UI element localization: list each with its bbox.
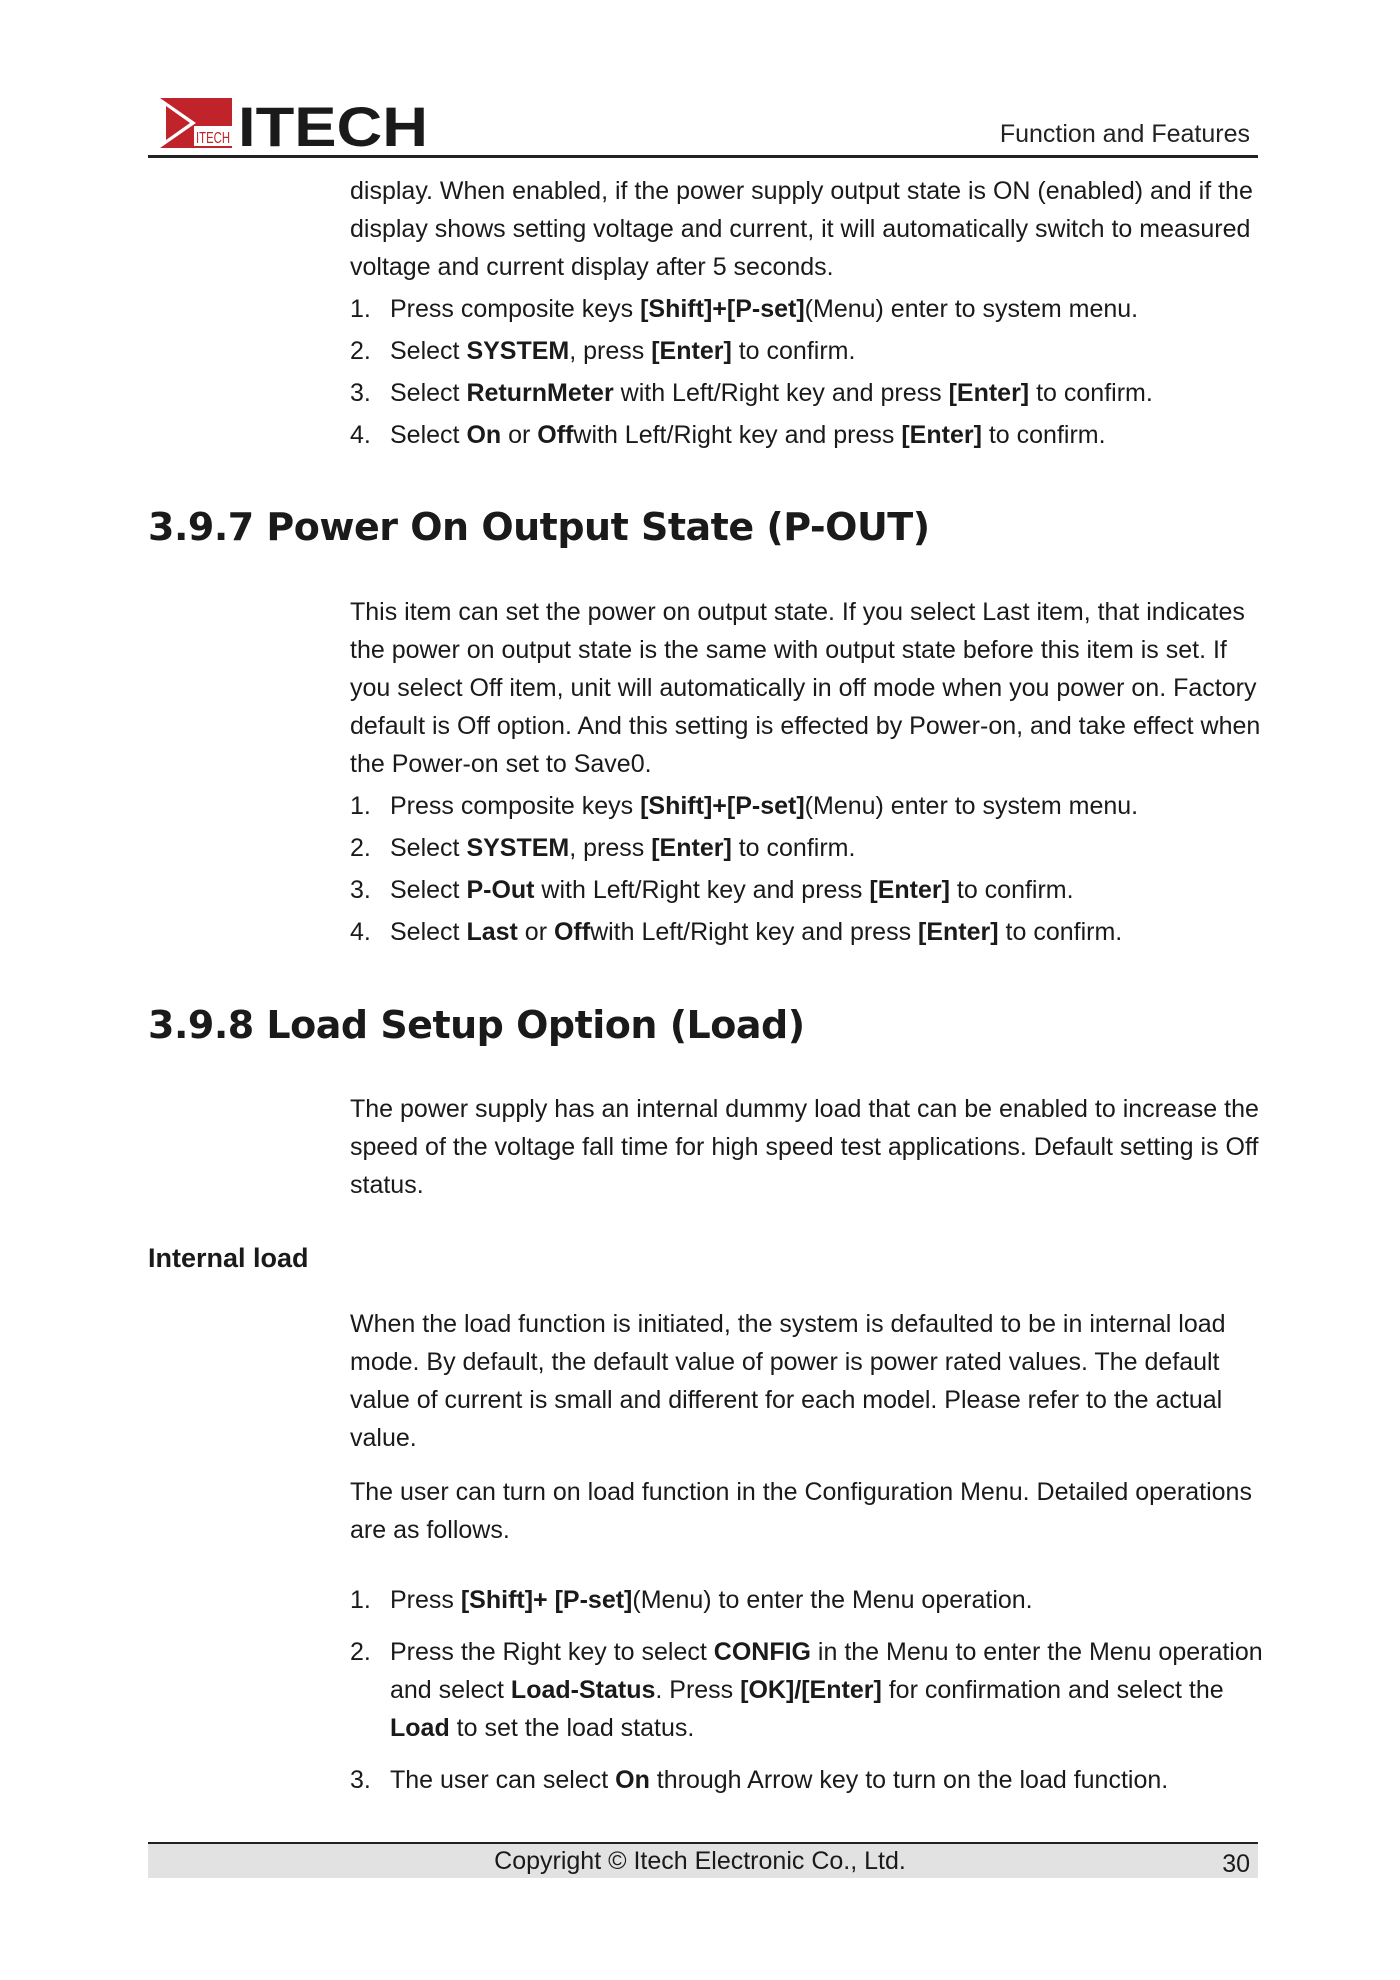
- header-divider: [148, 155, 1258, 158]
- logo-text: ITECH: [238, 96, 428, 150]
- return-meter-steps: [350, 290, 1265, 454]
- list-item: 4. Select On or Offwith Left/Right key and press [Enter] to confirm.: [350, 421, 1106, 449]
- configuration-paragraph: The user can turn on load function in the Configuration Menu. Detailed operations are as follows.: [350, 1478, 1252, 1544]
- intro-paragraph: display. When enabled, if the power supply output state is ON (enabled) and if the display shows setting voltage and current, it will automatically switch to measured voltage and current display after 5 seconds.: [350, 177, 1253, 281]
- logo-small-text: ITECH: [196, 130, 230, 147]
- subheading-internal-load: Internal load: [148, 1243, 309, 1273]
- list-item: 3. The user can select On through Arrow key to turn on the load function.: [350, 1766, 1169, 1794]
- section-paragraph: This item can set the power on output state. If you select Last item, that indicates the power on output state is the same with output state before this item is set. If you select Off item, unit will automatically in off mode when you power on. Factory default is Off option. And this setting is effected by Power-on, and take effect when the Power-on set to Save0.: [350, 598, 1261, 778]
- section-heading-3-9-7: 3.9.7 Power On Output State (P-OUT): [148, 505, 930, 549]
- list-item: 2. Select SYSTEM, press [Enter] to confirm.: [350, 834, 856, 862]
- section-paragraph: The power supply has an internal dummy load that can be enabled to increase the speed of the voltage fall time for high speed test applications. Default setting is Off status.: [350, 1095, 1259, 1199]
- footer-copyright: Copyright © Itech Electronic Co., Ltd.: [494, 1847, 906, 1875]
- header-title: Function and Features: [999, 120, 1250, 148]
- internal-load-body: [350, 1305, 1265, 1799]
- load-steps: [350, 1581, 1265, 1799]
- section-3-9-7-body: [350, 593, 1265, 951]
- section-heading-3-9-8: 3.9.8 Load Setup Option (Load): [148, 1003, 805, 1047]
- intro-block: [350, 172, 1265, 454]
- internal-load-paragraph: When the load function is initiated, the system is defaulted to be in internal load mode. By default, the default value of power is power rated values. The default value of current is small and different for each model. Please refer to the actual value.: [350, 1310, 1226, 1452]
- page-number: 30: [1222, 1850, 1250, 1878]
- p-out-steps: [350, 787, 1265, 951]
- list-item: 2. Select SYSTEM, press [Enter] to confirm.: [350, 337, 856, 365]
- section-3-9-8-body: [350, 1090, 1265, 1204]
- list-item: 4. Select Last or Offwith Left/Right key and press [Enter] to confirm.: [350, 918, 1123, 946]
- list-item: 2. Press the Right key to select CONFIG in the Menu to enter the Menu operation and select Load-Status. Press [OK]/[Enter] for confirmation and select the Load to set the load status.: [350, 1638, 1263, 1742]
- list-item: 1. Press composite keys [Shift]+[P-set](Menu) enter to system menu.: [350, 792, 1139, 820]
- list-item: 1. Press composite keys [Shift]+[P-set](Menu) enter to system menu.: [350, 295, 1139, 323]
- list-item: 3. Select ReturnMeter with Left/Right key and press [Enter] to confirm.: [350, 379, 1153, 407]
- list-item: 1. Press [Shift]+ [P-set](Menu) to enter the Menu operation.: [350, 1586, 1033, 1614]
- list-item: 3. Select P-Out with Left/Right key and press [Enter] to confirm.: [350, 876, 1074, 904]
- itech-logo: [160, 96, 430, 150]
